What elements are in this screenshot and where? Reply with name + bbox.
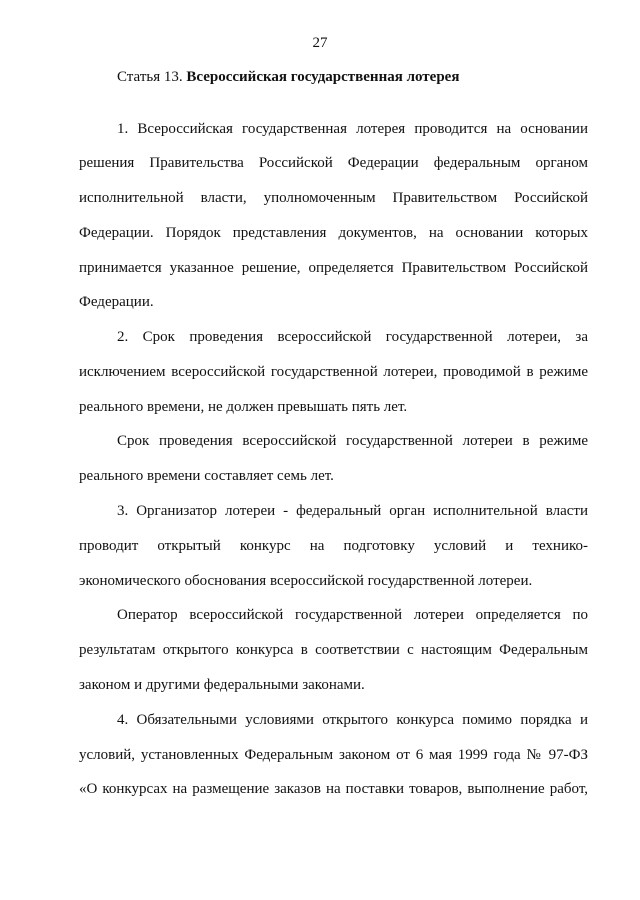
paragraph-1-line-1: 1. Всероссийская государственная лотерея проводится на основании [117, 121, 588, 137]
paragraph-1-line-2: решения Правительства Российской Федерации федеральным органом [79, 155, 588, 171]
article-label: Статья 13. [117, 69, 183, 85]
paragraph-5-line-3: законом и другими федеральными законами. [79, 677, 365, 693]
paragraph-1-line-3: исполнительной власти, уполномоченным Правительством Российской [79, 190, 588, 206]
paragraph-3-line-2: реального времени составляет семь лет. [79, 468, 334, 484]
paragraph-5-line-2: результатам открытого конкурса в соответствии с настоящим Федеральным [79, 642, 588, 658]
paragraph-2-line-2: исключением всероссийской государственной лотереи, проводимой в режиме [79, 364, 588, 380]
paragraph-1-line-6: Федерации. [79, 294, 154, 310]
article-title [117, 68, 459, 86]
paragraph-4-line-3: экономического обоснования всероссийской государственной лотереи. [79, 573, 533, 589]
paragraph-6-line-3: «О конкурсах на размещение заказов на поставки товаров, выполнение работ, [79, 781, 588, 797]
paragraph-2-line-3: реального времени, не должен превышать пять лет. [79, 399, 408, 415]
paragraph-4-line-2: проводит открытый конкурс на подготовку условий и технико- [79, 538, 588, 554]
paragraph-1-line-4: Федерации. Порядок представления документов, на основании которых [79, 225, 588, 241]
article-name: Всероссийская государственная лотерея [186, 69, 460, 85]
paragraph-1-line-5: принимается указанное решение, определяется Правительством Российской [79, 260, 588, 276]
paragraph-3-line-1: Срок проведения всероссийской государственной лотереи в режиме [117, 433, 588, 449]
paragraph-2-line-1: 2. Срок проведения всероссийской государственной лотереи, за [117, 329, 588, 345]
page-number: 27 [312, 35, 328, 51]
paragraph-5-line-1: Оператор всероссийской государственной лотереи определяется по [117, 607, 588, 623]
paragraph-6-line-1: 4. Обязательными условиями открытого конкурса помимо порядка и [117, 712, 588, 728]
paragraph-6-line-2: условий, установленных Федеральным законом от 6 мая 1999 года № 97-ФЗ [79, 747, 588, 763]
paragraph-4-line-1: 3. Организатор лотереи - федеральный орган исполнительной власти [117, 503, 588, 519]
